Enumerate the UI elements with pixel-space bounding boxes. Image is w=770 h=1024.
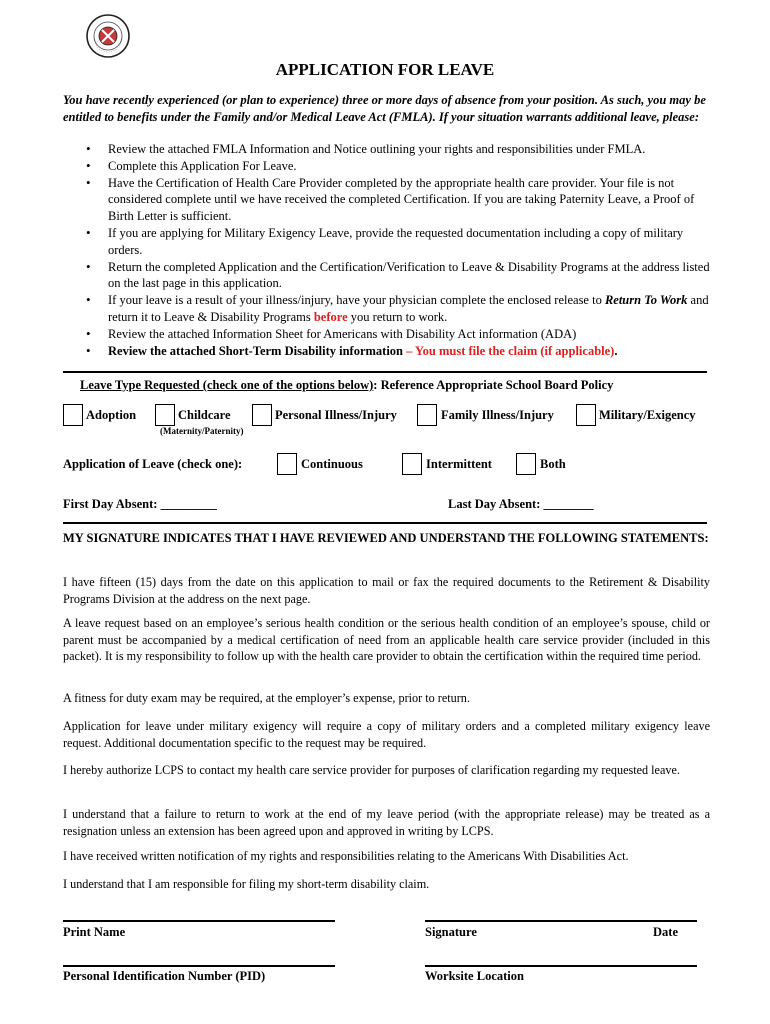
section-divider <box>63 371 707 373</box>
page-title: APPLICATION FOR LEAVE <box>275 60 495 79</box>
list-item: • Review the attached FMLA Information and Notice outlining your rights and responsibilities under FMLA. <box>86 141 711 158</box>
continuous-label: Continuous <box>301 457 363 471</box>
list-item: • If you are applying for Military Exigency Leave, provide the requested documentation including a copy of military orders. <box>86 225 711 259</box>
adoption-checkbox[interactable] <box>63 404 83 426</box>
statement-paragraph: I understand that a failure to return to work at the end of my leave period (with the appropriate release) may be treated as a resignation unless an extension has been agreed upon and approved in writing by LCPS. <box>63 807 710 838</box>
list-item: • Return the completed Application and the Certification/Verification to Leave & Disability Programs at the address listed on the last page in this application. <box>86 259 711 293</box>
personal-illness-label: Personal Illness/Injury <box>275 408 397 422</box>
intermittent-checkbox[interactable] <box>402 453 422 475</box>
pid-label: Personal Identification Number (PID) <box>63 969 266 983</box>
statements-heading: MY SIGNATURE INDICATES THAT I HAVE REVIEWED AND UNDERSTAND THE FOLLOWING STATEMENTS: <box>63 531 709 545</box>
application-of-leave-label: Application of Leave (check one): <box>63 457 243 471</box>
print-name-line[interactable] <box>63 920 335 922</box>
date-label: Date <box>653 925 678 939</box>
return-to-work-emphasis: Return To Work <box>604 293 688 308</box>
signature-date-line[interactable] <box>425 920 697 922</box>
list-item: • Review the attached Short-Term Disability information – You must file the claim (if applicable). <box>86 343 711 360</box>
instructions-list <box>86 141 711 359</box>
military-exigency-checkbox[interactable] <box>576 404 596 426</box>
childcare-label: Childcare <box>178 408 231 422</box>
statement-paragraph: I have received written notification of my rights and responsibilities relating to the Americans With Disabilities Act. <box>63 849 629 863</box>
list-item: • Review the attached Information Sheet for Americans with Disability Act information (ADA) <box>86 326 711 343</box>
statement-paragraph: A fitness for duty exam may be required, at the employer’s expense, prior to return. <box>63 691 470 705</box>
statement-paragraph: I have fifteen (15) days from the date on this application to mail or fax the required documents to the Retirement & Disability Programs Division at the address on the next page. <box>63 575 710 606</box>
statement-paragraph: I hereby authorize LCPS to contact my health care service provider for purposes of clarification regarding my requested leave. <box>63 763 680 777</box>
military-exigency-label: Military/Exigency <box>599 408 696 422</box>
adoption-label: Adoption <box>86 408 137 422</box>
list-item: • Complete this Application For Leave. <box>86 158 711 175</box>
statement-paragraph: A leave request based on an employee’s serious health condition or the serious health condition of an employee’s spouse, child or parent must be accompanied by a medical certification of need from an applicable health care service provider (included in this packet). It is my responsibility to follow up with the health care provider to obtain the certification within the required time period. <box>63 616 710 663</box>
both-checkbox[interactable] <box>516 453 536 475</box>
both-label: Both <box>540 457 566 471</box>
last-day-absent-field[interactable]: Last Day Absent: ________ <box>448 497 594 511</box>
first-day-absent-field[interactable]: First Day Absent: _________ <box>63 497 217 511</box>
before-emphasis: before <box>313 309 348 324</box>
family-illness-checkbox[interactable] <box>417 404 437 426</box>
family-illness-label: Family Illness/Injury <box>441 408 554 422</box>
intermittent-label: Intermittent <box>426 457 492 471</box>
statement-paragraph: I understand that I am responsible for filing my short-term disability claim. <box>63 877 430 891</box>
childcare-sublabel: (Maternity/Paternity) <box>160 426 244 436</box>
intro-text: You have recently experienced (or plan to experience) three or more days of absence from your position. As such, you may be entitled to benefits under the Family and/or Medical Leave Act (FMLA). If your situation warrants additional leave, please: <box>63 93 706 124</box>
section-divider <box>63 522 707 524</box>
childcare-checkbox[interactable] <box>155 404 175 426</box>
pid-line[interactable] <box>63 965 335 967</box>
continuous-checkbox[interactable] <box>277 453 297 475</box>
statement-paragraph: Application for leave under military exigency will require a copy of military orders and a completed military exigency leave request. Additional documentation specific to the request may be required. <box>63 719 710 750</box>
list-item: • Have the Certification of Health Care Provider completed by the appropriate health care provider. Your file is not considered complete until we have received the completed Certification. If you are taking Paternity Leave, a Proof of Birth Letter is sufficient. <box>86 175 711 225</box>
signature-label: Signature <box>425 925 477 939</box>
personal-illness-checkbox[interactable] <box>252 404 272 426</box>
print-name-label: Print Name <box>63 925 126 939</box>
worksite-label: Worksite Location <box>425 969 524 983</box>
list-item: • If your leave is a result of your illness/injury, have your physician complete the enclosed release to Return To Work and return it to Leave & Disability Programs before you return to work. <box>86 292 711 326</box>
leave-type-heading: Leave Type Requested (check one of the options below): Reference Appropriate School Board Policy <box>80 378 614 392</box>
worksite-line[interactable] <box>425 965 697 967</box>
